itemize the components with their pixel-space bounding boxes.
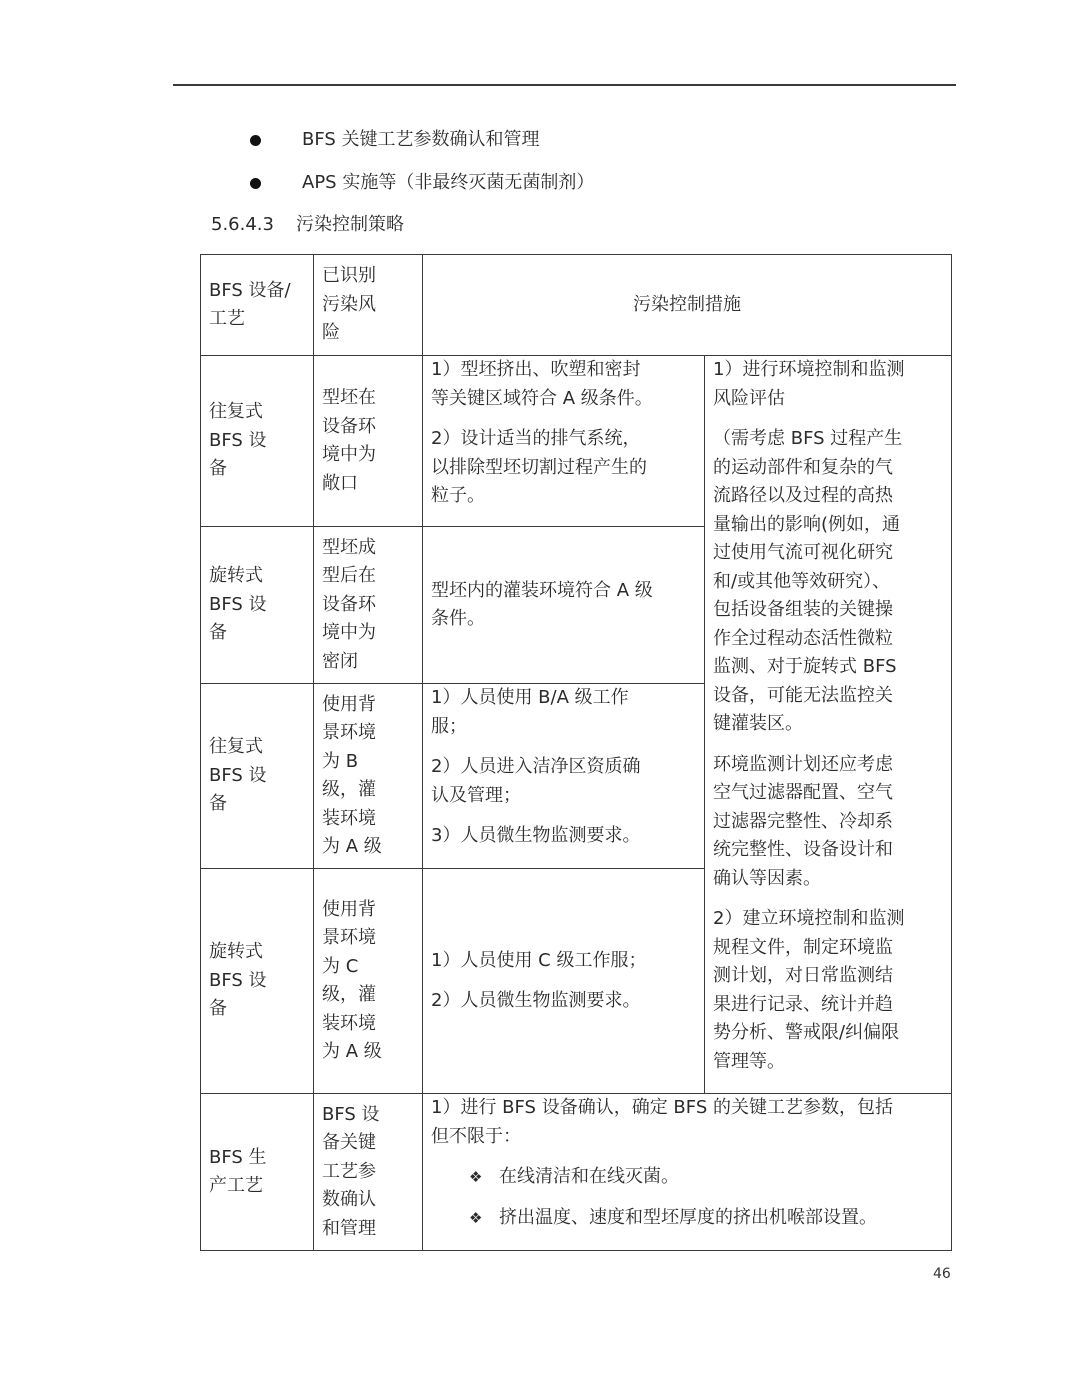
header-risk [314, 255, 423, 356]
cell-paragraph [431, 987, 696, 1016]
cell-text-line: 测计划，对日常监测结 [713, 965, 893, 986]
cell-paragraph [713, 425, 943, 739]
cell-text-line: 险 [322, 322, 340, 344]
cell-text-line: 统完整性、设备设计和 [713, 839, 893, 860]
measures-cell [423, 356, 705, 527]
cell-text-line: 等关键区域符合 A 级条件。 [431, 387, 653, 409]
cell-text-line: 2）人员进入洁净区资质确 [431, 756, 641, 777]
cell-text-line: 空气过滤器配置、空气 [713, 782, 893, 803]
cell-text-line: 密闭 [322, 650, 358, 672]
cell-text-line: 认及管理； [431, 784, 521, 806]
cell-text-line: 管理等。 [713, 1050, 785, 1072]
cell-paragraph [713, 356, 943, 413]
cell-text-line: 旋转式 [209, 941, 263, 963]
cell-paragraph [431, 753, 696, 810]
cell-text-line: 境中为 [322, 444, 376, 465]
bullet-text: BFS 关键工艺参数确认和管理 [302, 129, 540, 150]
cell-paragraph [713, 751, 943, 894]
cell-text-line: BFS 设 [209, 969, 267, 991]
equipment-cell [201, 527, 314, 684]
cell-text-line: 和/或其他等效研究）、 [713, 570, 891, 592]
section-title: 污染控制策略 [295, 214, 404, 235]
cell-text-line: 量输出的影响(例如，通 [713, 513, 901, 535]
diamond-bullet-icon: ❖ [469, 1168, 483, 1186]
cell-paragraph [431, 356, 696, 413]
cell-text-line: 景环境 [322, 927, 376, 948]
cell-text-line: 往复式 [209, 401, 263, 423]
header-equipment [201, 255, 314, 356]
equipment-cell [201, 356, 314, 527]
cell-text-line: 势分析、警戒限/纠偏限 [713, 1022, 900, 1043]
cell-text-line: 备 [209, 622, 227, 644]
list-item [431, 1204, 943, 1233]
equipment-cell [201, 684, 314, 869]
cell-text-line: 确认等因素。 [713, 867, 821, 889]
section-number: 5.6.4.3 [211, 214, 274, 235]
page-number: 46 [933, 1266, 951, 1282]
contamination-control-table [200, 254, 952, 1251]
cell-text-line: 作全过程动态活性微粒 [713, 627, 893, 649]
cell-text-line: 已识别 [322, 265, 376, 287]
risk-cell [314, 527, 423, 684]
cell-text-line: 设备，可能无法监控关 [713, 684, 893, 706]
cell-text-line: 旋转式 [209, 565, 263, 587]
cell-text-line: 备关键 [322, 1132, 376, 1154]
cell-text-line: 污染风 [322, 293, 376, 315]
cell-text-line: 型坯成 [322, 536, 376, 558]
cell-text-line: 型坯内的灌装环境符合 A 级 [431, 579, 653, 601]
cell-text-line: 1）进行 BFS 设备确认，确定 BFS 的关键工艺参数，包括 [431, 1097, 893, 1118]
cell-text-line: 产工艺 [209, 1175, 263, 1196]
bullet-dot-icon [250, 135, 261, 146]
cell-text-line: 1）型坯挤出、吹塑和密封 [431, 359, 641, 380]
cell-text-line: 过使用气流可视化研究 [713, 542, 893, 563]
cell-text-line: 环境监测计划还应考虑 [713, 753, 893, 775]
cell-text-line: 备 [209, 998, 227, 1020]
cell-text-line: 条件。 [431, 608, 485, 629]
cell-text-line: 为 C [322, 955, 359, 977]
cell-paragraph [431, 425, 696, 511]
header-measures: 污染控制措施 [423, 255, 952, 356]
cell-text-line: 以排除型坯切割过程产生的 [431, 456, 647, 478]
cell-text-line: 备 [209, 793, 227, 815]
cell-text-line: 粒子。 [431, 485, 485, 506]
cell-text-line: 使用背 [322, 693, 376, 715]
bullet-item [250, 168, 594, 198]
cell-text-line: 过滤器完整性、冷却系 [713, 810, 893, 832]
cell-text-line: BFS 设备/ [209, 279, 291, 301]
cell-text-line: 2）设计适当的排气系统， [431, 428, 641, 449]
cell-text-line: 数确认 [322, 1189, 376, 1211]
cell-text-line: 景环境 [322, 722, 376, 743]
cell-text-line: 3）人员微生物监测要求。 [431, 825, 641, 846]
cell-text-line: 键灌装区。 [713, 713, 803, 734]
measures-cell [423, 684, 705, 869]
cell-text-line: 果进行记录、统计并趋 [713, 993, 893, 1015]
cell-text-line: 型坯在 [322, 387, 376, 408]
cell-text-line: BFS 设 [209, 593, 267, 615]
cell-text-line: 装环境 [322, 1012, 376, 1034]
table-row [201, 356, 952, 527]
cell-text-line: 风险评估 [713, 387, 785, 409]
cell-text-line: 挤出温度、速度和型坯厚度的挤出机喉部设置。 [499, 1206, 877, 1228]
section-heading [211, 210, 404, 240]
cell-text-line: 服； [431, 715, 467, 737]
cell-text-line: BFS 设 [209, 764, 267, 786]
bullet-item [250, 125, 540, 155]
bullet-dot-icon [250, 178, 261, 189]
risk-cell [314, 356, 423, 527]
measures-cell [423, 869, 705, 1094]
cell-text-line: 敞口 [322, 472, 358, 494]
cell-text-line: 设备环 [322, 593, 376, 615]
risk-cell [314, 1094, 423, 1251]
cell-text-line: 在线清洁和在线灭菌。 [499, 1166, 679, 1187]
risk-cell [314, 684, 423, 869]
cell-text-line: 规程文件，制定环境监 [713, 936, 893, 958]
cell-text-line: 备 [209, 458, 227, 480]
cell-paragraph [431, 684, 696, 741]
bullet-text: APS 实施等（非最终灭菌无菌制剂） [302, 172, 595, 193]
cell-text-line: 的运动部件和复杂的气 [713, 456, 893, 478]
cell-paragraph [431, 947, 696, 976]
measures-cell [423, 527, 705, 684]
risk-cell [314, 869, 423, 1094]
cell-text-line: 型后在 [322, 565, 376, 587]
list-item [431, 1163, 943, 1192]
cell-text-line: 设备环 [322, 415, 376, 437]
header-rule [173, 84, 956, 86]
cell-text-line: 2）建立环境控制和监测 [713, 908, 905, 929]
table-row [201, 1094, 952, 1251]
diamond-bullet-icon: ❖ [469, 1208, 483, 1227]
cell-text-line: 为 A 级 [322, 836, 382, 857]
process-measures-cell [423, 1094, 952, 1251]
cell-text-line: 包括设备组装的关键操 [713, 599, 893, 620]
cell-text-line: 使用背 [322, 898, 376, 920]
cell-text-line: 和管理 [322, 1217, 376, 1239]
cell-paragraph [431, 822, 696, 851]
cell-text-line: 流路径以及过程的高热 [713, 485, 893, 506]
equipment-cell [201, 869, 314, 1094]
cell-text-line: 为 B [322, 750, 359, 772]
equipment-cell [201, 1094, 314, 1251]
cell-text-line: 监测、对于旋转式 BFS [713, 656, 897, 677]
cell-text-line: BFS 设 [322, 1103, 380, 1125]
cell-text-line: 级，灌 [322, 779, 376, 800]
cell-text-line: 1）人员使用 B/A 级工作 [431, 687, 629, 708]
cell-text-line: 工艺 [209, 308, 245, 329]
cell-text-line: 境中为 [322, 622, 376, 644]
cell-text-line: BFS 设 [209, 429, 267, 451]
cell-text-line: 级，灌 [322, 984, 376, 1005]
shared-measures-cell [705, 356, 952, 1094]
cell-text-line: 为 A 级 [322, 1041, 382, 1062]
cell-text-line: 1）进行环境控制和监测 [713, 359, 905, 380]
cell-text-line: 1）人员使用 C 级工作服； [431, 949, 647, 971]
cell-paragraph [713, 905, 943, 1076]
cell-text-line: 工艺参 [322, 1160, 376, 1182]
cell-text-line: 2）人员微生物监测要求。 [431, 990, 641, 1011]
cell-text-line: 装环境 [322, 807, 376, 829]
cell-text-line: 往复式 [209, 736, 263, 758]
table-header-row [201, 255, 952, 356]
cell-text-line: BFS 生 [209, 1146, 267, 1168]
cell-text-line: 但不限于： [431, 1125, 521, 1147]
cell-text-line: （需考虑 BFS 过程产生 [713, 428, 903, 449]
